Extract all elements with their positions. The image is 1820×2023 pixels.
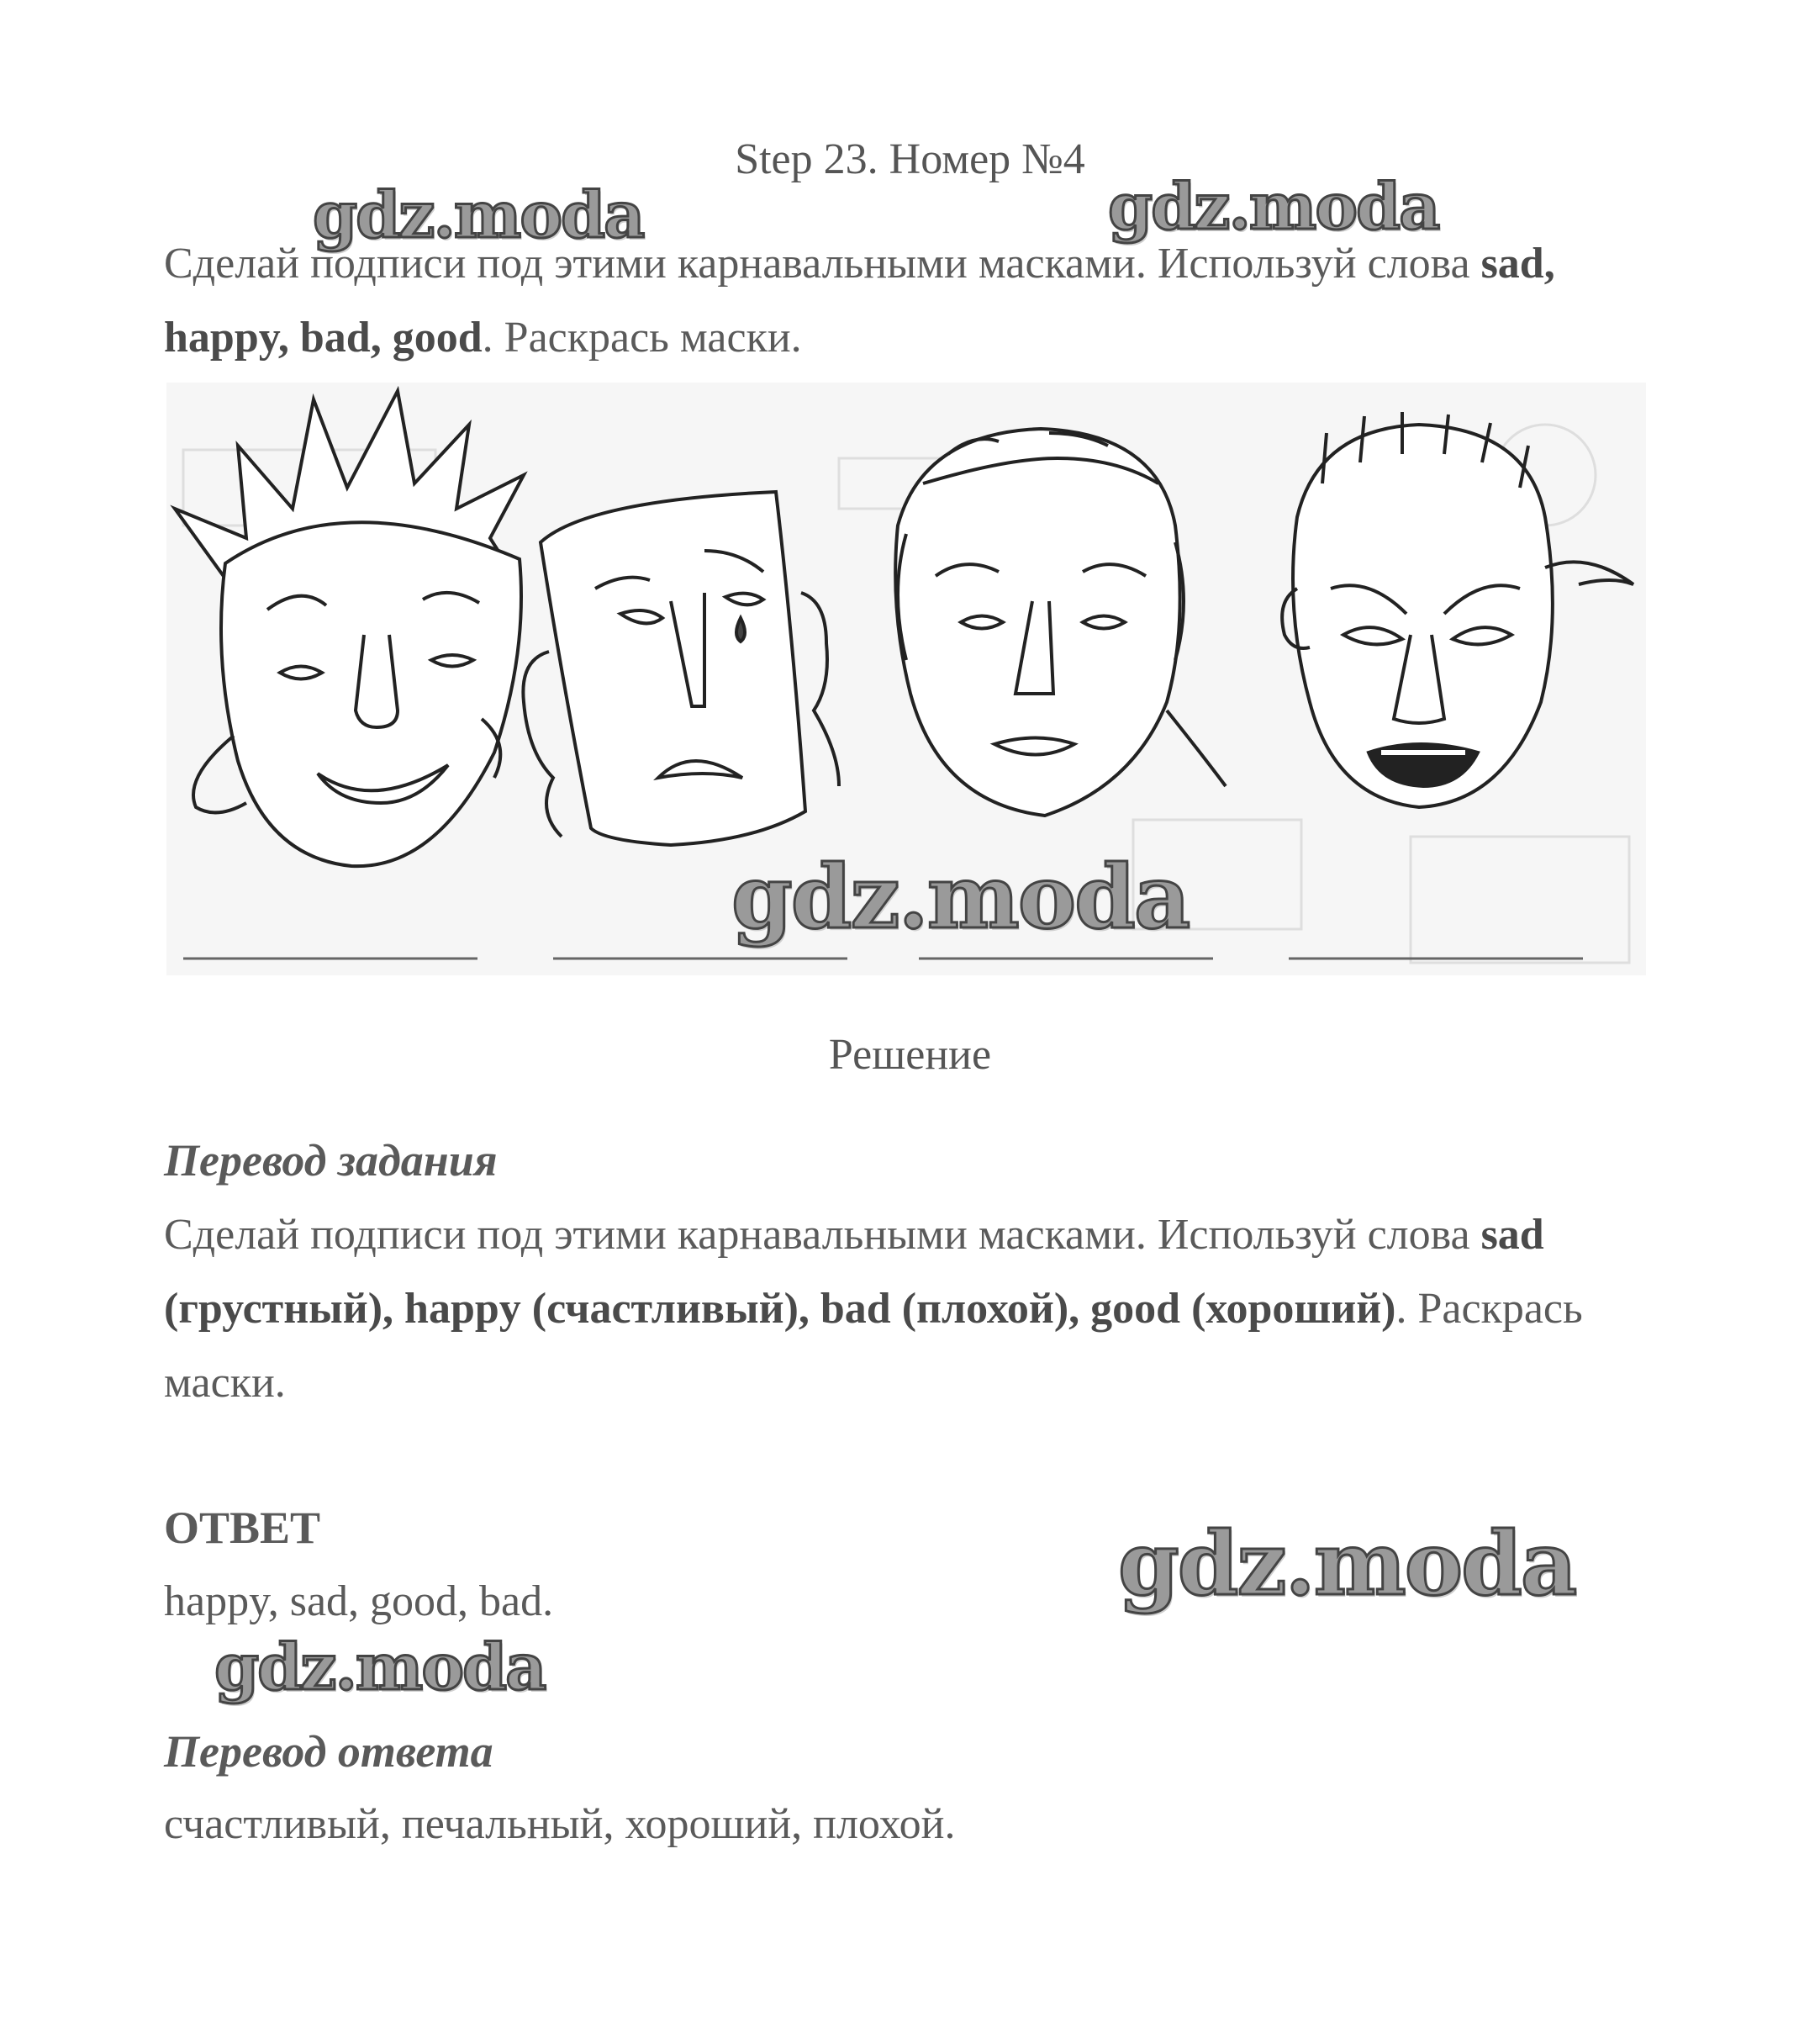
- watermark: gdz.moda: [1108, 169, 1439, 244]
- task-text: [164, 227, 1635, 375]
- watermark: gdz.moda: [1118, 1512, 1576, 1615]
- answer-text: happy, sad, good, bad.: [164, 1577, 554, 1625]
- task-words: sad, happy, bad, good: [164, 240, 1555, 362]
- watermark: gdz.moda: [214, 1629, 546, 1704]
- translation-words: sad (грустный), happy (счастливый), bad (плохой), good (хороший): [164, 1211, 1544, 1333]
- translation-heading: Перевод задания: [164, 1135, 498, 1186]
- answer-translation-text: счастливый, печальный, хороший, плохой.: [164, 1800, 956, 1848]
- translation-text-part: Сделай подписи под этими карнавальными масками. Используй слова: [164, 1211, 1481, 1259]
- translation-text: [164, 1198, 1635, 1420]
- task-text-part: . Раскрась маски.: [482, 314, 802, 362]
- watermark: gdz.moda: [313, 177, 644, 252]
- answer-translation-heading: Перевод ответа: [164, 1726, 493, 1777]
- page-title: Step 23. Номер №4: [735, 135, 1085, 183]
- answer-heading: ОТВЕТ: [164, 1503, 321, 1553]
- task-text-part: Сделай подписи под этими карнавальными масками. Используй слова: [164, 240, 1481, 288]
- watermark: gdz.moda: [731, 845, 1190, 948]
- solution-label: Решение: [828, 1031, 992, 1079]
- translation-text-part: . Раскрась маски.: [164, 1285, 1583, 1407]
